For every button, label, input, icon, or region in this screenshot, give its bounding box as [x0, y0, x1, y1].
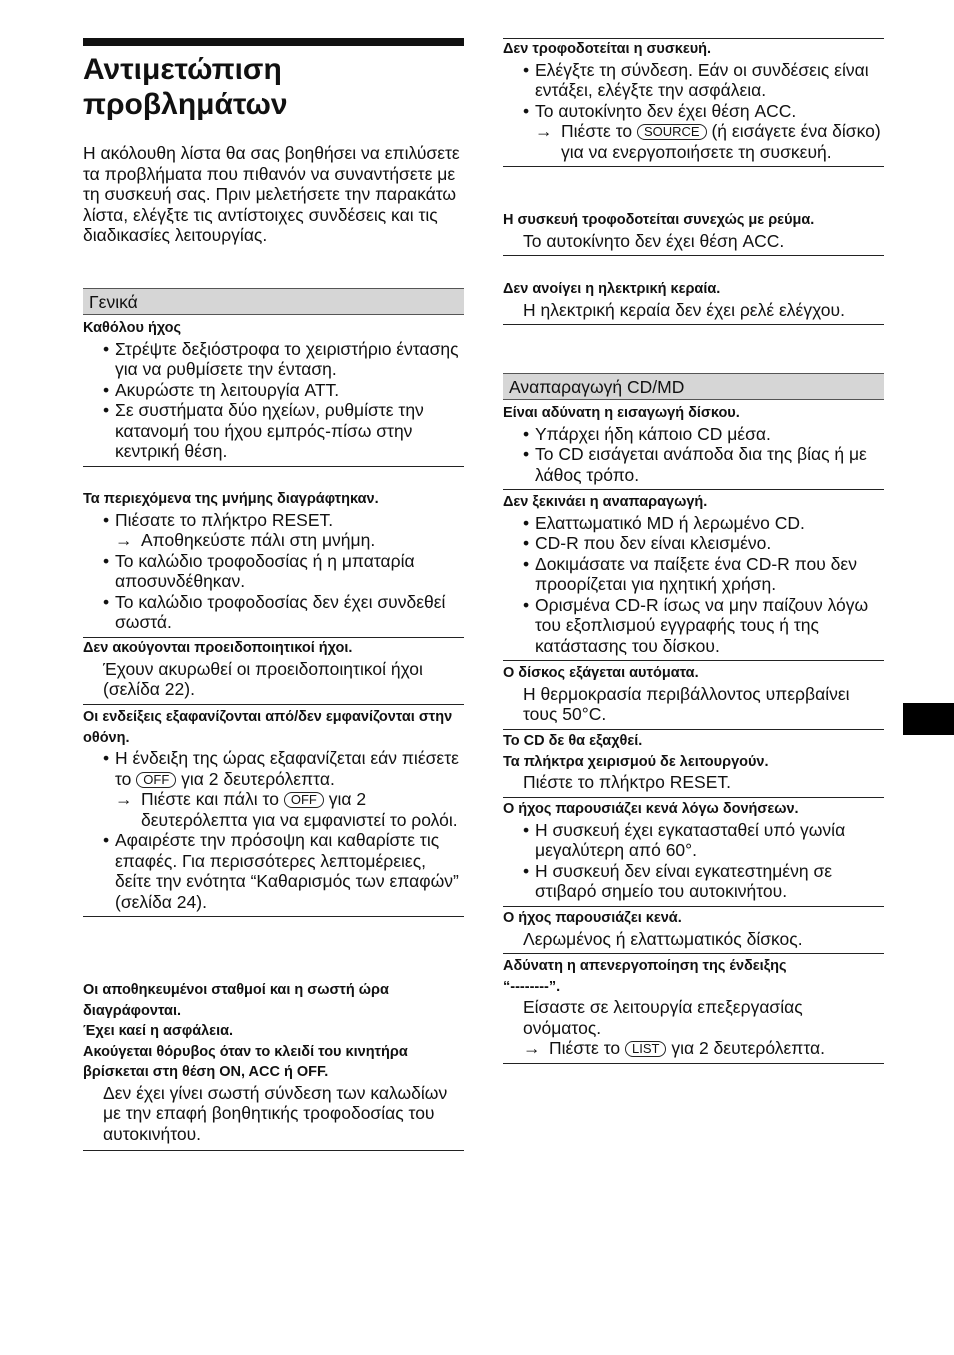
solution-item: • Στρέψτε δεξιόστροφα το χειριστήριο έντασης για να ρυθμίσετε την ένταση.: [103, 339, 464, 380]
solution-text: Η ηλεκτρική κεραία δεν έχει ρελέ ελέγχου.: [523, 299, 845, 320]
solution-item: • Το CD εισάγεται ανάποδα δια της βίας ή με λάθος τρόπο.: [523, 444, 884, 485]
solution-item: • Πιέσατε το πλήκτρο RESET.: [103, 510, 464, 531]
solution-item: • CD-R που δεν είναι κλεισμένο.: [523, 533, 884, 554]
trouble-block-no-eject: [503, 731, 884, 798]
page-title: Αντιμετώπιση προβλημάτων: [83, 53, 288, 121]
solution-text: Η θερμοκρασία περιβάλλοντος υπερβαίνει τους 50°C.: [523, 683, 850, 724]
solution-item: • Υπάρχει ήδη κάποιο CD μέσα.: [523, 424, 884, 445]
intro-paragraph: Η ακόλουθη λίστα θα σας βοηθήσει να επιλύσετε τα προβλήματα που πιθανόν να συναντήσετε με τη συσκευή σας. Πριν μελετήσετε την παρακάτω λίστα, ελέγξτε τις αντίστοιχες συνδέσεις και τις διαδικασίες λειτουργίας.: [83, 143, 460, 245]
trouble-block-name-edit: [503, 956, 884, 1064]
problem-heading: Το CD δε θα εξαχθεί.: [503, 733, 643, 749]
solution-item: • Ορισμένα CD-R ίσως να μην παίζουν λόγω του εξοπλισμού εγγραφής τους ή της κατάστασης του δίσκου.: [523, 595, 884, 657]
solution-text: Δεν έχει γίνει σωστή σύνδεση των καλωδίων με την επαφή βοηθητικής τροφοδοσίας του αυτοκινήτου.: [103, 1082, 448, 1144]
problem-heading: Αδύνατη η απενεργοποίηση της ένδειξης: [503, 958, 787, 974]
trouble-block-sound-skip: [503, 908, 884, 954]
solution-item: • Ελαττωματικό MD ή λερωμένο CD.: [523, 513, 884, 534]
section-header-general: Γενικά: [83, 288, 464, 315]
problem-heading: Ο δίσκος εξάγεται αυτόματα.: [503, 665, 699, 681]
arrow-action: → Πιέστε το LIST για 2 δευτερόλεπτα.: [523, 1038, 884, 1059]
solution-text: Πιέστε το πλήκτρο RESET.: [523, 772, 732, 792]
off-key-label: OFF: [284, 792, 324, 808]
section-header-cdmd: Αναπαραγωγή CD/MD: [503, 373, 884, 400]
solution-item: • Το καλώδιο τροφοδοσίας ή η μπαταρία αποσυνδέθηκαν.: [103, 551, 464, 592]
trouble-block-display: [83, 707, 464, 917]
problem-heading: Τα πλήκτρα χειρισμού δε λειτουργούν.: [503, 753, 769, 770]
trouble-block-vibration-skip: [503, 799, 884, 907]
problem-heading: Δεν ξεκινάει η αναπαραγωγή.: [503, 494, 708, 510]
trouble-block-constant-power: [503, 210, 884, 256]
solution-item: • Η συσκευή έχει εγκατασταθεί υπό γωνία μεγαλύτερη από 60°.: [523, 820, 884, 861]
source-key-label: SOURCE: [637, 124, 707, 140]
solution-item: • Το καλώδιο τροφοδοσίας δεν έχει συνδεθεί σωστά.: [103, 592, 464, 633]
page-edge-tab: [903, 703, 954, 735]
list-key-label: LIST: [625, 1041, 666, 1057]
trouble-block-antenna: [503, 279, 884, 325]
off-key-label: OFF: [136, 772, 176, 788]
problem-heading: Έχει καεί η ασφάλεια.: [83, 1023, 234, 1039]
trouble-block-memory-erased: [83, 489, 464, 638]
problem-heading: Οι ενδείξεις εξαφανίζονται από/δεν εμφανίζονται στην οθόνη.: [83, 709, 453, 746]
problem-heading: Δεν ακούγονται προειδοποιητικοί ήχοι.: [83, 640, 353, 656]
solution-text: Είσαστε σε λειτουργία επεξεργασίας ονόματος.: [523, 997, 803, 1038]
arrow-action: → Αποθηκεύστε πάλι στη μνήμη.: [115, 530, 464, 551]
trouble-block-no-sound: [83, 318, 464, 467]
problem-heading: Είναι αδύνατη η εισαγωγή δίσκου.: [503, 405, 740, 421]
trouble-block-stations-erased: [83, 980, 464, 1151]
solution-item: • Ελέγξτε τη σύνδεση. Εάν οι συνδέσεις είναι εντάξει, ελέγξτε την ασφάλεια.: [523, 60, 884, 101]
trouble-block-cannot-insert: [503, 403, 884, 490]
arrow-action: → Πιέστε το SOURCE (ή εισάγετε ένα δίσκο) για να ενεργοποιήσετε τη συσκευή.: [535, 121, 884, 162]
problem-heading: Ακούγεται θόρυβος όταν το κλειδί του κινητήρα βρίσκεται στη θέση ON, ACC ή OFF.: [83, 1043, 408, 1080]
problem-heading: Οι αποθηκευμένοι σταθμοί και η σωστή ώρα διαγράφονται.: [83, 982, 389, 1019]
problem-heading: Τα περιεχόμενα της μνήμης διαγράφτηκαν.: [83, 491, 379, 507]
solution-item: • Το αυτοκίνητο δεν έχει θέση ACC.: [523, 101, 884, 122]
trouble-block-no-power: [503, 38, 884, 167]
problem-heading: Καθόλου ήχος: [83, 320, 182, 336]
solution-text: Το αυτοκίνητο δεν έχει θέση ACC.: [523, 230, 785, 251]
trouble-block-auto-eject: [503, 663, 884, 730]
solution-item: • Η ένδειξη της ώρας εξαφανίζεται εάν πιέσετε το OFF για 2 δευτερόλεπτα.: [103, 748, 464, 789]
solution-item: • Η συσκευή δεν είναι εγκατεστημένη σε στιβαρό σημείο του αυτοκινήτου.: [523, 861, 884, 902]
trouble-block-beep: [83, 638, 464, 705]
problem-heading: Δεν ανοίγει η ηλεκτρική κεραία.: [503, 281, 721, 297]
problem-heading: Ο ήχος παρουσιάζει κενά λόγω δονήσεων.: [503, 801, 799, 817]
problem-heading: Η συσκευή τροφοδοτείται συνεχώς με ρεύμα.: [503, 212, 815, 228]
solution-item: • Σε συστήματα δύο ηχείων, ρυθμίστε την κατανομή του ήχου εμπρός-πίσω στην κεντρική θέση.: [103, 400, 464, 462]
title-rule: [83, 38, 464, 46]
arrow-action: → Πιέστε και πάλι το OFF για 2 δευτερόλεπτα για να εμφανιστεί το ρολόι.: [115, 789, 464, 830]
problem-heading: Ο ήχος παρουσιάζει κενά.: [503, 910, 682, 926]
trouble-block-no-playback: [503, 492, 884, 661]
problem-heading: Δεν τροφοδοτείται η συσκευή.: [503, 41, 712, 57]
solution-item: • Ακυρώστε τη λειτουργία ATT.: [103, 380, 464, 401]
solution-item: • Αφαιρέστε την πρόσοψη και καθαρίστε τις επαφές. Για περισσότερες λεπτομέρειες, δείτε την ενότητα “Καθαρισμός των επαφών” (σελίδα 24).: [103, 830, 464, 912]
solution-item: • Δοκιμάσατε να παίξετε ένα CD-R που δεν προορίζεται για ηχητική χρήση.: [523, 554, 884, 595]
problem-heading: “--------”.: [503, 978, 561, 995]
solution-text: Έχουν ακυρωθεί οι προειδοποιητικοί ήχοι (σελίδα 22).: [103, 658, 423, 699]
solution-text: Λερωμένος ή ελαττωματικός δίσκος.: [523, 928, 803, 949]
